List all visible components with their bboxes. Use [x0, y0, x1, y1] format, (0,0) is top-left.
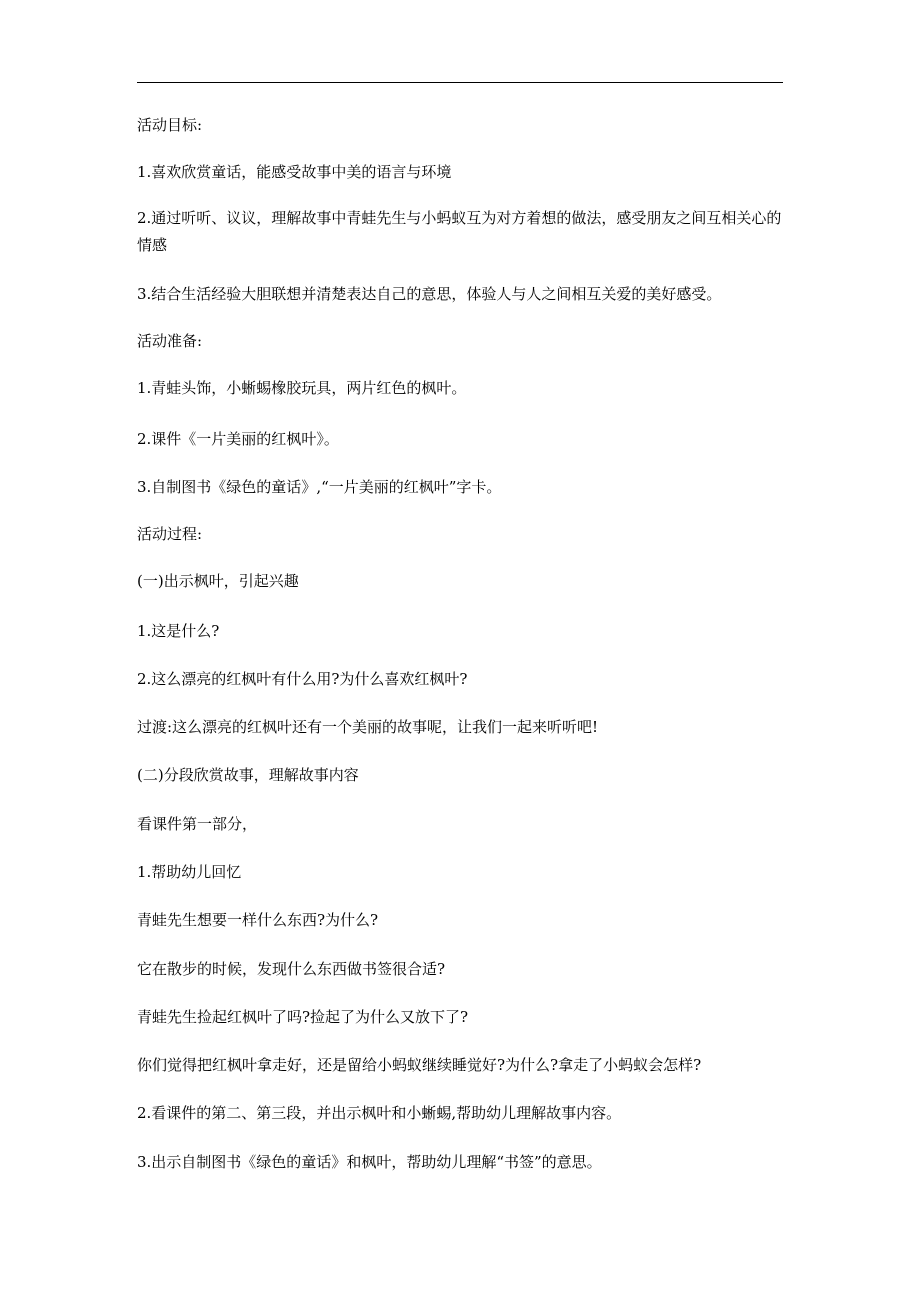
paragraph: 1.喜欢欣赏童话，能感受故事中美的语言与环境	[137, 163, 452, 181]
paragraph: 3.自制图书《绿色的童话》,“一片美丽的红枫叶”字卡。	[137, 478, 502, 496]
header-rule	[137, 82, 783, 83]
question: 它在散步的时候，发现什么东西做书签很合适?	[137, 960, 446, 978]
paragraph: 1.青蛙头饰，小蜥蜴橡胶玩具，两片红色的枫叶。	[137, 379, 467, 397]
heading-preparation: 活动准备:	[137, 332, 203, 350]
section-heading: (二)分段欣赏故事，理解故事内容	[137, 766, 359, 784]
heading-process: 活动过程:	[137, 525, 203, 543]
paragraph: 2.课件《一片美丽的红枫叶》。	[137, 430, 339, 448]
paragraph: 2.通过听听、议议，理解故事中青蛙先生与小蚂蚁互为对方着想的做法，感受朋友之间互相关心的情感	[137, 209, 782, 254]
question: 你们觉得把红枫叶拿走好，还是留给小蚂蚁继续睡觉好?为什么?拿走了小蚂蚁会怎样?	[137, 1056, 702, 1074]
question: 青蛙先生捡起红枫叶了吗?捡起了为什么又放下了?	[137, 1008, 469, 1026]
paragraph: 看课件第一部分，	[137, 815, 258, 833]
paragraph: 1.这是什么?	[137, 622, 220, 640]
paragraph: 过渡:这么漂亮的红枫叶还有一个美丽的故事呢，让我们一起来听听吧!	[137, 718, 599, 736]
heading-objectives: 活动目标:	[137, 116, 203, 134]
paragraph: 2.这么漂亮的红枫叶有什么用?为什么喜欢红枫叶?	[137, 670, 468, 688]
section-heading: (一)出示枫叶，引起兴趣	[137, 572, 299, 590]
paragraph: 1.帮助幼儿回忆	[137, 863, 242, 881]
paragraph: 2.看课件的第二、第三段，并出示枫叶和小蜥蜴,帮助幼儿理解故事内容。	[137, 1104, 622, 1122]
paragraph: 3.出示自制图书《绿色的童话》和枫叶，帮助幼儿理解“书签”的意思。	[137, 1153, 602, 1171]
paragraph: 3.结合生活经验大胆联想并清楚表达自己的意思，体验人与人之间相互关爱的美好感受。	[137, 285, 722, 303]
question: 青蛙先生想要一样什么东西?为什么?	[137, 911, 379, 929]
